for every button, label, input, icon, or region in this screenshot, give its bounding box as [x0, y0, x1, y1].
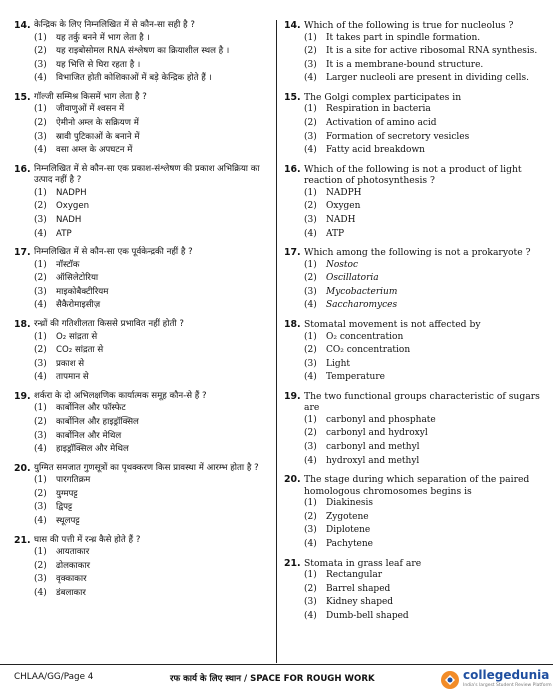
option-number: (1)	[34, 32, 47, 43]
question-text: निम्नलिखित में से कौन-सा एक पूर्वकेन्द्रकी नहीं है ?	[34, 247, 193, 258]
option-number: (2)	[34, 201, 47, 212]
rough-work-label: रफ कार्य के लिए स्थान / SPACE FOR ROUGH WORK	[170, 674, 375, 684]
option-number: (1)	[34, 475, 47, 486]
option-text: Oxygen	[326, 201, 361, 212]
options-list	[304, 331, 546, 385]
option-item	[34, 430, 270, 444]
option-number: (2)	[34, 560, 47, 571]
option-item	[304, 569, 546, 583]
question-text: The Golgi complex participates in	[304, 91, 462, 103]
option-item	[34, 32, 270, 46]
option-text: नॉस्टॉक	[56, 259, 80, 270]
option-text: CO₂ concentration	[326, 345, 411, 356]
option-item	[304, 200, 546, 214]
question-20	[14, 463, 270, 529]
options-list	[34, 103, 270, 157]
option-item	[34, 546, 270, 560]
column-divider	[276, 20, 277, 663]
question-18	[14, 319, 270, 385]
option-number: (4)	[34, 372, 47, 383]
option-text: It is a site for active ribosomal RNA synthesis.	[326, 46, 538, 57]
option-number: (1)	[34, 403, 47, 414]
option-text: युग्मपट्ट	[56, 488, 78, 499]
option-item	[304, 441, 546, 455]
option-text: Oxygen	[56, 201, 90, 212]
option-text: ATP	[326, 228, 345, 239]
question-text: घास की पत्ती में रन्ध्र कैसे होते हैं ?	[34, 534, 141, 545]
option-item	[304, 32, 546, 46]
options-list	[34, 402, 270, 456]
question-number: 21.	[284, 557, 301, 569]
option-text: सैकैरोमाइसीज़	[56, 300, 101, 311]
option-item	[304, 524, 546, 538]
option-item	[34, 117, 270, 131]
question-number: 18.	[284, 319, 301, 330]
option-text: hydroxyl and methyl	[326, 455, 420, 466]
question-header	[284, 247, 546, 259]
option-item	[304, 596, 546, 610]
options-list	[34, 331, 270, 385]
option-number: (3)	[304, 59, 317, 70]
option-item	[34, 358, 270, 372]
option-text: वृक्काकार	[56, 574, 87, 585]
option-item	[34, 103, 270, 117]
option-text: ऑसिलेटोरिया	[56, 273, 99, 284]
option-item	[304, 331, 546, 345]
options-list	[34, 474, 270, 528]
options-list	[304, 497, 546, 551]
option-text: ढोलकाकार	[56, 560, 91, 571]
option-text: Temperature	[326, 372, 385, 383]
question-text: युग्मित समजात गुणसूत्रों का पृथक्करण किस प्रावस्था में आरम्भ होता है ?	[34, 462, 259, 473]
option-item	[304, 117, 546, 131]
option-number: (1)	[34, 104, 47, 115]
option-text: CO₂ सांद्रता से	[56, 345, 104, 356]
question-15	[14, 92, 270, 158]
question-19	[14, 391, 270, 457]
option-item	[34, 214, 270, 228]
option-item	[304, 131, 546, 145]
option-text: Activation of amino acid	[326, 117, 437, 128]
option-item	[34, 286, 270, 300]
option-text: पारगतिक्रम	[56, 475, 91, 486]
option-text: NADH	[326, 214, 356, 225]
option-number: (1)	[304, 570, 317, 581]
options-list	[304, 32, 546, 86]
collegedunia-logo-icon	[440, 670, 460, 690]
option-number: (2)	[34, 488, 47, 499]
option-text: तापमान से	[56, 372, 89, 383]
option-number: (4)	[304, 145, 317, 156]
option-number: (2)	[304, 201, 317, 212]
option-number: (3)	[304, 286, 317, 297]
option-number: (4)	[34, 145, 47, 156]
question-number: 16.	[284, 163, 301, 175]
option-item	[304, 358, 546, 372]
option-item	[34, 488, 270, 502]
option-number: (1)	[304, 187, 317, 198]
question-header	[14, 164, 270, 187]
option-item	[34, 144, 270, 158]
option-text: Diakinesis	[326, 498, 374, 509]
question-17	[14, 247, 270, 313]
question-17	[284, 247, 546, 313]
option-text: Oscillatoria	[326, 273, 379, 284]
question-number: 16.	[14, 163, 31, 175]
option-text: Fatty acid breakdown	[326, 145, 425, 156]
option-number: (1)	[34, 331, 47, 342]
option-number: (4)	[34, 587, 47, 598]
option-item	[34, 573, 270, 587]
option-text: यह भित्ति से घिरा रहता है ।	[56, 59, 141, 70]
option-number: (4)	[304, 372, 317, 383]
option-item	[304, 538, 546, 552]
option-text: NADPH	[326, 187, 362, 198]
question-number: 19.	[284, 390, 301, 402]
option-number: (3)	[34, 502, 47, 513]
question-text: Stomatal movement is not affected by	[304, 319, 481, 330]
option-text: O₂ concentration	[326, 331, 404, 342]
option-item	[304, 497, 546, 511]
option-number: (1)	[304, 104, 317, 115]
option-text: स्रावी पुटिकाओं के बनाने में	[56, 131, 140, 142]
question-header	[14, 463, 270, 475]
option-item	[304, 286, 546, 300]
option-number: (2)	[304, 428, 317, 439]
option-number: (1)	[304, 32, 317, 43]
option-number: (3)	[304, 525, 317, 536]
option-text: कार्बोनिल और हाइड्रॉक्सिल	[56, 416, 139, 427]
option-text: NADH	[56, 214, 82, 225]
options-list	[34, 546, 270, 600]
question-number: 18.	[14, 319, 31, 330]
option-item	[34, 131, 270, 145]
question-number: 20.	[284, 474, 301, 486]
logo-tagline: India's largest Student Review Platform	[463, 683, 552, 688]
question-number: 14.	[14, 20, 31, 31]
question-header	[14, 535, 270, 547]
question-number: 17.	[14, 247, 31, 259]
option-number: (2)	[34, 273, 47, 284]
option-item	[304, 214, 546, 228]
option-text: स्थूलपट्ट	[56, 516, 80, 527]
option-number: (4)	[304, 539, 317, 550]
option-item	[34, 371, 270, 385]
question-16	[14, 164, 270, 241]
question-header	[14, 247, 270, 259]
question-number: 15.	[284, 91, 301, 103]
option-item	[34, 474, 270, 488]
option-item	[34, 443, 270, 457]
option-text: carbonyl and phosphate	[326, 414, 436, 425]
option-number: (1)	[34, 547, 47, 558]
option-text: NADPH	[56, 187, 87, 198]
option-item	[304, 59, 546, 73]
question-19	[284, 391, 546, 468]
option-number: (1)	[304, 331, 317, 342]
option-item	[304, 610, 546, 624]
option-item	[34, 515, 270, 529]
option-number: (3)	[304, 442, 317, 453]
option-number: (3)	[304, 597, 317, 608]
option-number: (2)	[304, 273, 317, 284]
option-number: (4)	[304, 455, 317, 466]
option-text: Nostoc	[326, 259, 358, 270]
option-item	[34, 228, 270, 242]
english-column	[284, 20, 546, 630]
options-list	[304, 569, 546, 623]
option-item	[304, 272, 546, 286]
option-item	[304, 259, 546, 273]
option-number: (3)	[304, 358, 317, 369]
option-text: Kidney shaped	[326, 597, 394, 608]
option-number: (2)	[304, 511, 317, 522]
question-20	[284, 474, 546, 551]
option-number: (2)	[304, 583, 317, 594]
question-number: 14.	[284, 20, 301, 31]
option-number: (2)	[304, 345, 317, 356]
option-item	[34, 59, 270, 73]
option-number: (4)	[34, 516, 47, 527]
options-list	[34, 259, 270, 313]
option-text: यह तर्कु बनने में भाग लेता है ।	[56, 32, 150, 43]
question-header	[284, 319, 546, 331]
option-item	[34, 187, 270, 201]
option-number: (2)	[34, 117, 47, 128]
option-number: (3)	[34, 131, 47, 142]
option-text: Light	[326, 358, 351, 369]
option-number: (3)	[34, 358, 47, 369]
option-number: (2)	[34, 46, 47, 57]
options-list	[304, 414, 546, 468]
option-text: carbonyl and methyl	[326, 442, 420, 453]
option-text: Rectangular	[326, 570, 383, 581]
page-code: CHLAA/GG/Page 4	[14, 672, 94, 682]
question-text: Which of the following is not a product of light reaction of photosynthesis ?	[304, 163, 522, 187]
option-number: (4)	[304, 300, 317, 311]
option-item	[304, 371, 546, 385]
option-text: Pachytene	[326, 539, 374, 550]
question-text: गॉल्जी सम्मिश्र किसमें भाग लेता है ?	[34, 91, 147, 102]
hindi-column	[14, 20, 270, 607]
option-text: डंबलाकार	[56, 587, 86, 598]
option-text: प्रकाश से	[56, 358, 85, 369]
option-number: (1)	[34, 187, 47, 198]
option-text: carbonyl and hydroxyl	[326, 428, 428, 439]
option-item	[304, 344, 546, 358]
option-number: (3)	[304, 214, 317, 225]
question-14	[14, 20, 270, 86]
option-number: (4)	[304, 228, 317, 239]
option-text: कार्बोनिल और फॉस्फेट	[56, 403, 126, 414]
option-text: Respiration in bacteria	[326, 104, 431, 115]
collegedunia-logo	[440, 667, 550, 693]
option-item	[34, 416, 270, 430]
option-number: (4)	[34, 444, 47, 455]
option-item	[304, 72, 546, 86]
options-list	[304, 187, 546, 241]
option-item	[34, 402, 270, 416]
option-item	[304, 511, 546, 525]
option-item	[34, 331, 270, 345]
option-text: It takes part in spindle formation.	[326, 32, 481, 43]
option-item	[34, 299, 270, 313]
question-15	[284, 92, 546, 158]
option-text: ATP	[56, 228, 72, 239]
option-number: (4)	[34, 73, 47, 84]
option-number: (2)	[304, 46, 317, 57]
option-item	[34, 587, 270, 601]
option-number: (2)	[304, 117, 317, 128]
question-text: रन्ध्रों की गतिशीलता किससे प्रभावित नहीं होती ?	[34, 319, 184, 329]
question-14	[284, 20, 546, 86]
question-number: 15.	[14, 91, 31, 103]
option-text: Formation of secretory vesicles	[326, 131, 470, 142]
question-header	[284, 474, 546, 497]
option-item	[34, 501, 270, 515]
option-number: (4)	[34, 300, 47, 311]
option-text: कार्बोनिल और मेथिल	[56, 430, 122, 441]
question-text: The stage during which separation of the paired homologous chromosomes begins is	[304, 474, 530, 497]
question-21	[284, 558, 546, 624]
question-header	[284, 92, 546, 104]
option-text: जीवाणुओं में श्वसन में	[56, 104, 125, 115]
question-text: शर्करा के दो अभिलक्षणिक कार्यात्मक समूह कौन-से हैं ?	[34, 390, 207, 401]
question-number: 19.	[14, 390, 31, 402]
option-item	[34, 72, 270, 86]
option-number: (1)	[304, 259, 317, 270]
question-header	[14, 92, 270, 104]
option-number: (3)	[34, 430, 47, 441]
option-text: आयताकार	[56, 547, 90, 558]
question-number: 20.	[14, 462, 31, 474]
question-header	[284, 558, 546, 570]
option-item	[304, 414, 546, 428]
option-number: (3)	[34, 286, 47, 297]
option-number: (2)	[34, 345, 47, 356]
option-item	[34, 560, 270, 574]
question-text: Which of the following is true for nucleolus ?	[304, 20, 514, 31]
question-header	[14, 319, 270, 331]
option-text: द्विपट्ट	[56, 502, 73, 513]
option-item	[304, 427, 546, 441]
option-text: हाइड्रॉक्सिल और मेथिल	[56, 444, 129, 455]
option-text: O₂ सांद्रता से	[56, 331, 98, 342]
question-18	[284, 319, 546, 385]
question-text: Stomata in grass leaf are	[304, 557, 422, 569]
option-number: (3)	[34, 214, 47, 225]
options-list	[304, 259, 546, 313]
option-item	[304, 583, 546, 597]
option-text: Diplotene	[326, 525, 371, 536]
option-text: वसा अम्ल के अपघटन में	[56, 145, 133, 156]
option-item	[34, 344, 270, 358]
question-header	[14, 20, 270, 32]
option-number: (3)	[304, 131, 317, 142]
option-item	[34, 200, 270, 214]
question-header	[284, 391, 546, 414]
question-number: 21.	[14, 534, 31, 546]
option-number: (2)	[34, 416, 47, 427]
option-item	[304, 299, 546, 313]
options-list	[34, 187, 270, 241]
option-item	[304, 455, 546, 469]
option-text: विभाजित होती कोशिकाओं में बड़े केन्द्रिक होते हैं ।	[56, 73, 212, 84]
option-item	[34, 272, 270, 286]
question-text: निम्नलिखित में से कौन-सा एक प्रकाश-संश्लेषण की प्रकाश अभिक्रिया का उत्पाद नहीं है ?	[34, 163, 260, 186]
option-text: Mycobacterium	[326, 286, 398, 297]
question-21	[14, 535, 270, 601]
logo-text: collegedunia	[463, 668, 550, 682]
option-text: It is a membrane-bound structure.	[326, 59, 484, 70]
option-number: (1)	[304, 498, 317, 509]
option-number: (4)	[34, 228, 47, 239]
options-list	[34, 32, 270, 86]
page-footer	[0, 664, 553, 693]
option-item	[34, 259, 270, 273]
question-text: केन्द्रिक के लिए निम्नलिखित में से कौन-सा सही है ?	[34, 20, 195, 30]
question-header	[284, 164, 546, 187]
option-number: (4)	[304, 610, 317, 621]
option-item	[304, 228, 546, 242]
question-header	[284, 20, 546, 32]
options-list	[304, 103, 546, 157]
option-text: Zygotene	[326, 511, 369, 522]
question-text: Which among the following is not a prokaryote ?	[304, 247, 531, 259]
option-item	[304, 144, 546, 158]
option-number: (4)	[304, 73, 317, 84]
option-number: (1)	[304, 414, 317, 425]
option-text: Saccharomyces	[326, 300, 398, 311]
option-text: Dumb-bell shaped	[326, 610, 409, 621]
option-text: माइकोबैक्टीरियम	[56, 286, 109, 297]
question-header	[14, 391, 270, 403]
option-text: यह राइबोसोमल RNA संश्लेषण का क्रियाशील स्थल है ।	[56, 46, 230, 57]
option-text: ऐमीनो अम्ल के सक्रियण में	[56, 117, 139, 128]
question-number: 17.	[284, 247, 301, 259]
question-16	[284, 164, 546, 241]
option-item	[304, 45, 546, 59]
option-item	[304, 103, 546, 117]
option-number: (3)	[34, 574, 47, 585]
option-text: Barrel shaped	[326, 583, 391, 594]
question-text: The two functional groups characteristic of sugars are	[304, 390, 540, 414]
option-item	[34, 45, 270, 59]
option-number: (3)	[34, 59, 47, 70]
option-number: (1)	[34, 259, 47, 270]
option-item	[304, 187, 546, 201]
option-text: Larger nucleoli are present in dividing cells.	[326, 73, 530, 84]
